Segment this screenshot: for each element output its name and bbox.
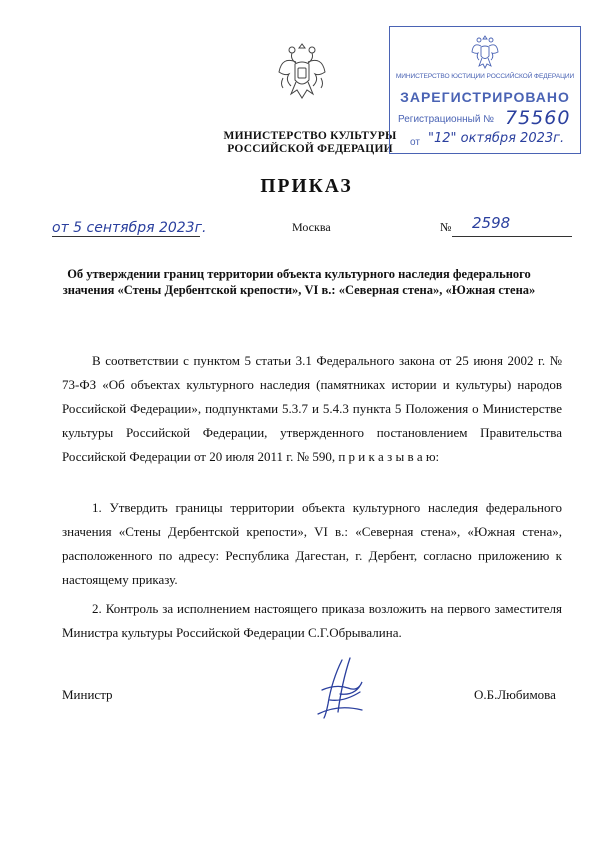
registration-stamp <box>389 26 581 154</box>
order-number-label: № <box>440 220 452 234</box>
order-item-1: 1. Утвердить границы территории объекта культурного наследия федерального значения «Стены Дербентской крепости», VI в.: «Северная стена», «Южная стена», расположенного по адресу: Республика Дагестан, г. Дербент, согласно приложению к настоящему приказу. <box>62 500 562 587</box>
stamp-reg-label: Регистрационный № <box>398 114 494 125</box>
double-headed-eagle-icon <box>277 38 327 106</box>
order-city: Москва <box>292 220 331 234</box>
ministry-line-2: РОССИЙСКОЙ ФЕДЕРАЦИИ <box>227 143 393 155</box>
stamp-reg-number: 75560 <box>505 107 571 129</box>
handwritten-signature-icon <box>314 656 370 724</box>
document-type: ПРИКАЗ <box>260 176 353 197</box>
signatory-position: Министр <box>62 687 113 702</box>
stamp-date-value: "12" октября 2023г. <box>428 131 565 146</box>
order-item-2: 2. Контроль за исполнением настоящего приказа возложить на первого заместителя Министра культуры Российской Федерации С.Г.Обрывалина. <box>62 601 562 640</box>
double-headed-eagle-icon <box>471 33 499 71</box>
order-title: Об утверждении границ территории объекта культурного наследия федерального значения «Стены Дербентской крепости», VI в.: «Северная стена», «Южная стена» <box>62 267 536 297</box>
order-date: от 5 сентября 2023г. <box>52 220 207 236</box>
stamp-date-prefix: от <box>410 137 420 148</box>
ministry-line-1: МИНИСТЕРСТВО КУЛЬТУРЫ <box>223 130 397 142</box>
stamp-registered-label: ЗАРЕГИСТРИРОВАНО <box>400 89 570 105</box>
order-number: 2598 <box>472 214 511 232</box>
preamble-paragraph: В соответствии с пунктом 5 статьи 3.1 Федерального закона от 25 июня 2002 г. № 73-ФЗ «Об объектах культурного наследия (памятниках истории и культуры) народов Российской Федерации», подпунктами 5.3.7 и 5.4.3 пункта 5 Положения о Министерстве культуры Российской Федерации, утвержденного постановлением Правительства Российской Федерации от 20 июля 2011 г. № 590, п р и к а з ы в а ю: <box>62 353 562 464</box>
number-underline <box>452 236 572 237</box>
date-underline <box>52 236 200 237</box>
stamp-ministry: МИНИСТЕРСТВО ЮСТИЦИИ РОССИЙСКОЙ ФЕДЕРАЦИИ <box>395 73 575 80</box>
signatory-name: О.Б.Любимова <box>474 687 556 702</box>
